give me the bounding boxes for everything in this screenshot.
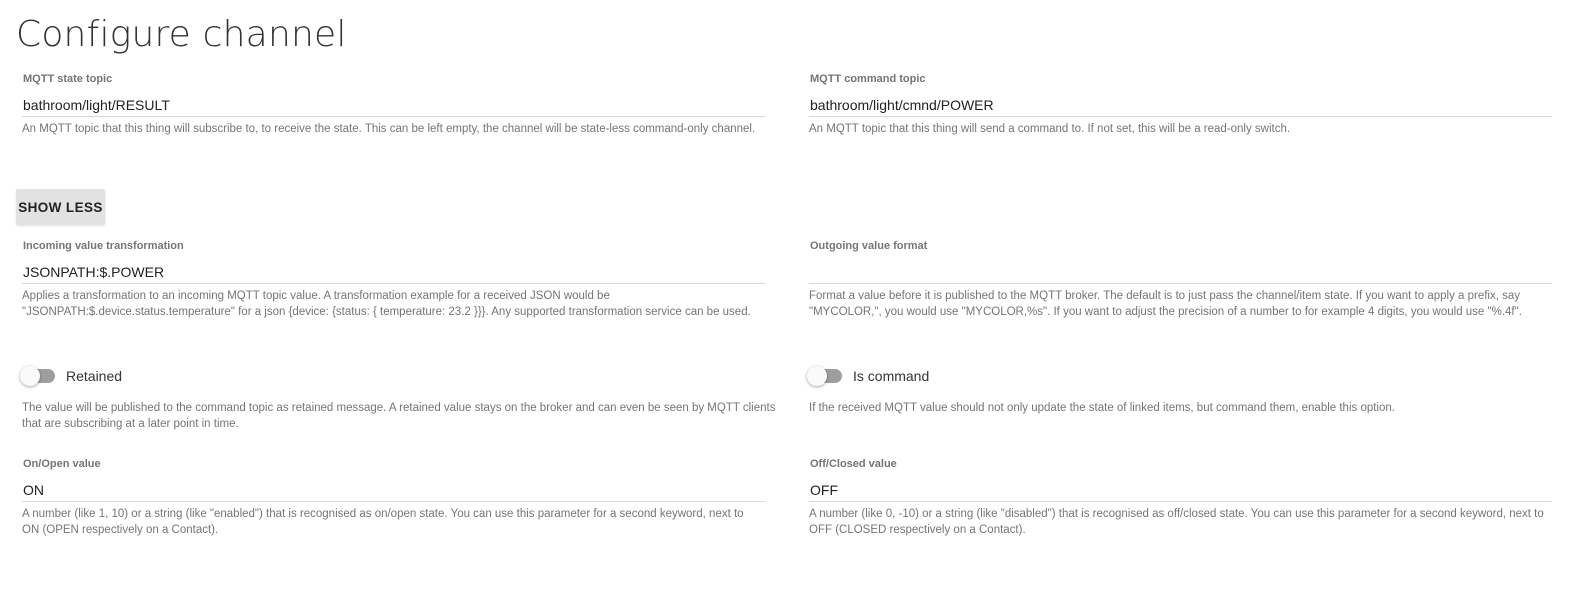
show-less-button[interactable]: SHOW LESS [16, 189, 105, 225]
is-command-help: If the received MQTT value should not only update the state of linked items, but command them, enable this option. [809, 402, 1395, 414]
retained-label: Retained [66, 368, 123, 384]
state-topic-help: An MQTT topic that this thing will subscribe to, to receive the state. This can be left empty, the channel will be state-less command-only channel. [22, 123, 756, 135]
off-value-label: Off/Closed value [810, 458, 897, 470]
is-command-label: Is command [853, 368, 930, 384]
retained-toggle-row [20, 364, 122, 388]
retained-toggle[interactable] [20, 366, 56, 386]
page-title: Configure channel [16, 14, 347, 55]
incoming-transform-label: Incoming value transformation [23, 240, 184, 252]
on-value-label: On/Open value [23, 458, 101, 470]
is-command-toggle-row [807, 364, 929, 388]
outgoing-format-help: Format a value before it is published to the MQTT broker. The default is to just pass the channel/item state. If you want to apply a prefix, say "MYCOLOR,", you would use "MYCOLOR,%s". If you want to adjust the precision of a number to for example 4 digits, you would use "%.4f". [809, 290, 1522, 318]
incoming-transform-help: Applies a transformation to an incoming MQTT topic value. A transformation example for a received JSON would be "JSONPATH:$.device.status.temperature" for a json {device: {status: { temperature: 23.2 }}}. Any supported transformation service can be used. [22, 290, 751, 318]
command-topic-help: An MQTT topic that this thing will send a command to. If not set, this will be a read-only switch. [809, 123, 1291, 135]
outgoing-format-label: Outgoing value format [810, 240, 928, 252]
on-value-input[interactable] [22, 478, 765, 502]
off-value-help: A number (like 0, -10) or a string (like "disabled") that is recognised as off/closed state. You can use this parameter for a second keyword, next to OFF (CLOSED respectively on a Contact). [809, 508, 1544, 536]
is-command-toggle[interactable] [807, 366, 843, 386]
outgoing-format-input[interactable] [809, 260, 1552, 284]
on-value-help: A number (like 1, 10) or a string (like "enabled") that is recognised as on/open state. You can use this parameter for a second keyword, next to ON (OPEN respectively on a Contact). [22, 508, 744, 536]
off-value-input[interactable] [809, 478, 1552, 502]
state-topic-input[interactable] [22, 93, 765, 117]
retained-help: The value will be published to the command topic as retained message. A retained value stays on the broker and can even be seen by MQTT clients that are subscribing at a later point in time. [22, 402, 776, 430]
is-command-toggle-knob [807, 366, 827, 386]
incoming-transform-input[interactable] [22, 260, 765, 284]
retained-toggle-knob [20, 366, 40, 386]
command-topic-input[interactable] [809, 93, 1552, 117]
state-topic-label: MQTT state topic [23, 73, 113, 85]
command-topic-label: MQTT command topic [810, 73, 926, 85]
